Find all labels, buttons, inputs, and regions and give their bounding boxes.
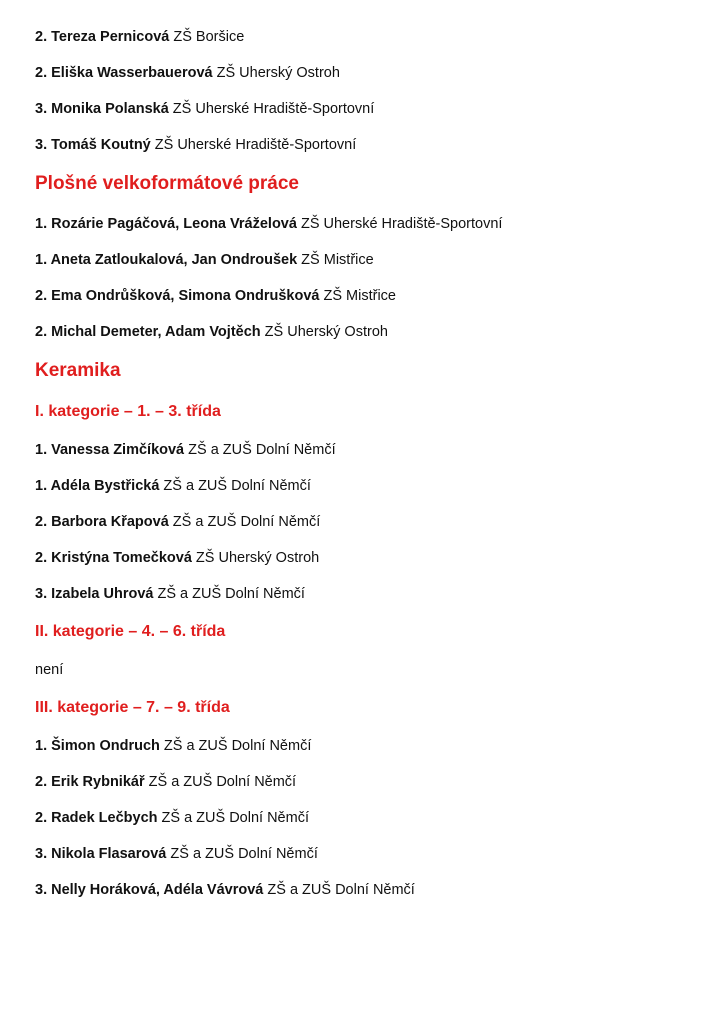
entry-school: ZŠ a ZUŠ Dolní Němčí xyxy=(153,586,305,602)
entry-school: ZŠ a ZUŠ Dolní Němčí xyxy=(168,514,321,530)
entry-name: 1. Adéla Bystřická xyxy=(35,478,160,494)
category-heading-1: I. kategorie – 1. – 3. třída xyxy=(35,403,221,420)
entry-school: ZŠ Uherský Ostroh xyxy=(212,65,340,81)
entry-school: ZŠ Uherský Ostroh xyxy=(191,550,320,566)
entry-name: 2. Michal Demeter, Adam Vojtěch xyxy=(35,324,261,340)
result-entry xyxy=(35,323,388,341)
entry-school: ZŠ Mistřice xyxy=(319,288,396,304)
entry-name: 1. Rozárie Pagáčová, Leona Vráželová xyxy=(35,216,297,232)
entry-name: 3. Nikola Flasarová xyxy=(35,846,167,862)
entry-school: ZŠ a ZUŠ Dolní Němčí xyxy=(159,478,311,494)
entry-name: 3. Izabela Uhrová xyxy=(35,586,154,602)
result-entry xyxy=(35,513,320,531)
entry-school: ZŠ a ZUŠ Dolní Němčí xyxy=(263,882,415,898)
result-entry xyxy=(35,136,356,154)
entry-name: 1. Aneta Zatloukalová, Jan Ondroušek xyxy=(35,252,298,268)
result-entry xyxy=(35,64,340,82)
category-heading-3: III. kategorie – 7. – 9. třída xyxy=(35,699,230,716)
entry-school: ZŠ Uherské Hradiště-Sportovní xyxy=(296,216,503,232)
result-entry xyxy=(35,549,319,567)
result-entry xyxy=(35,251,374,269)
entry-name: 3. Tomáš Koutný xyxy=(35,137,151,153)
entry-name: 2. Eliška Wasserbauerová xyxy=(35,65,213,81)
result-entry xyxy=(35,585,305,603)
entry-name: 2. Tereza Pernicová xyxy=(35,29,170,45)
result-entry xyxy=(35,441,336,459)
entry-name: 3. Nelly Horáková, Adéla Vávrová xyxy=(35,882,264,898)
entry-name: 1. Šimon Ondruch xyxy=(35,738,160,754)
result-entry xyxy=(35,100,374,118)
entry-school: ZŠ Boršice xyxy=(169,29,245,45)
category-heading-2: II. kategorie – 4. – 6. třída xyxy=(35,623,226,640)
entry-school: ZŠ Uherské Hradiště-Sportovní xyxy=(168,101,375,117)
result-entry xyxy=(35,773,296,791)
entry-name: 2. Barbora Křapová xyxy=(35,514,169,530)
result-entry xyxy=(35,28,244,46)
entry-school: ZŠ Uherské Hradiště-Sportovní xyxy=(150,137,357,153)
section-heading-keramika: Keramika xyxy=(35,360,121,381)
entry-school: ZŠ Uherský Ostroh xyxy=(260,324,388,340)
category-note: není xyxy=(35,662,64,678)
entry-school: ZŠ a ZUŠ Dolní Němčí xyxy=(144,774,297,790)
entry-name: 3. Monika Polanská xyxy=(35,101,169,117)
entry-school: ZŠ a ZUŠ Dolní Němčí xyxy=(157,810,309,826)
entry-school: ZŠ Mistřice xyxy=(297,252,374,268)
entry-school: ZŠ a ZUŠ Dolní Němčí xyxy=(166,846,318,862)
result-entry xyxy=(35,809,309,827)
result-entry xyxy=(35,881,415,899)
entry-name: 1. Vanessa Zimčíková xyxy=(35,442,185,458)
result-entry xyxy=(35,477,311,495)
result-entry xyxy=(35,215,502,233)
entry-school: ZŠ a ZUŠ Dolní Němčí xyxy=(159,738,312,754)
entry-name: 2. Kristýna Tomečková xyxy=(35,550,192,566)
result-entry xyxy=(35,845,318,863)
entry-name: 2. Radek Lečbych xyxy=(35,810,158,826)
result-entry xyxy=(35,287,396,305)
entry-name: 2. Erik Rybnikář xyxy=(35,774,145,790)
entry-name: 2. Ema Ondrůšková, Simona Ondrušková xyxy=(35,288,320,304)
section-heading-plosne: Plošné velkoformátové práce xyxy=(35,173,299,194)
result-entry xyxy=(35,737,311,755)
entry-school: ZŠ a ZUŠ Dolní Němčí xyxy=(184,442,336,458)
